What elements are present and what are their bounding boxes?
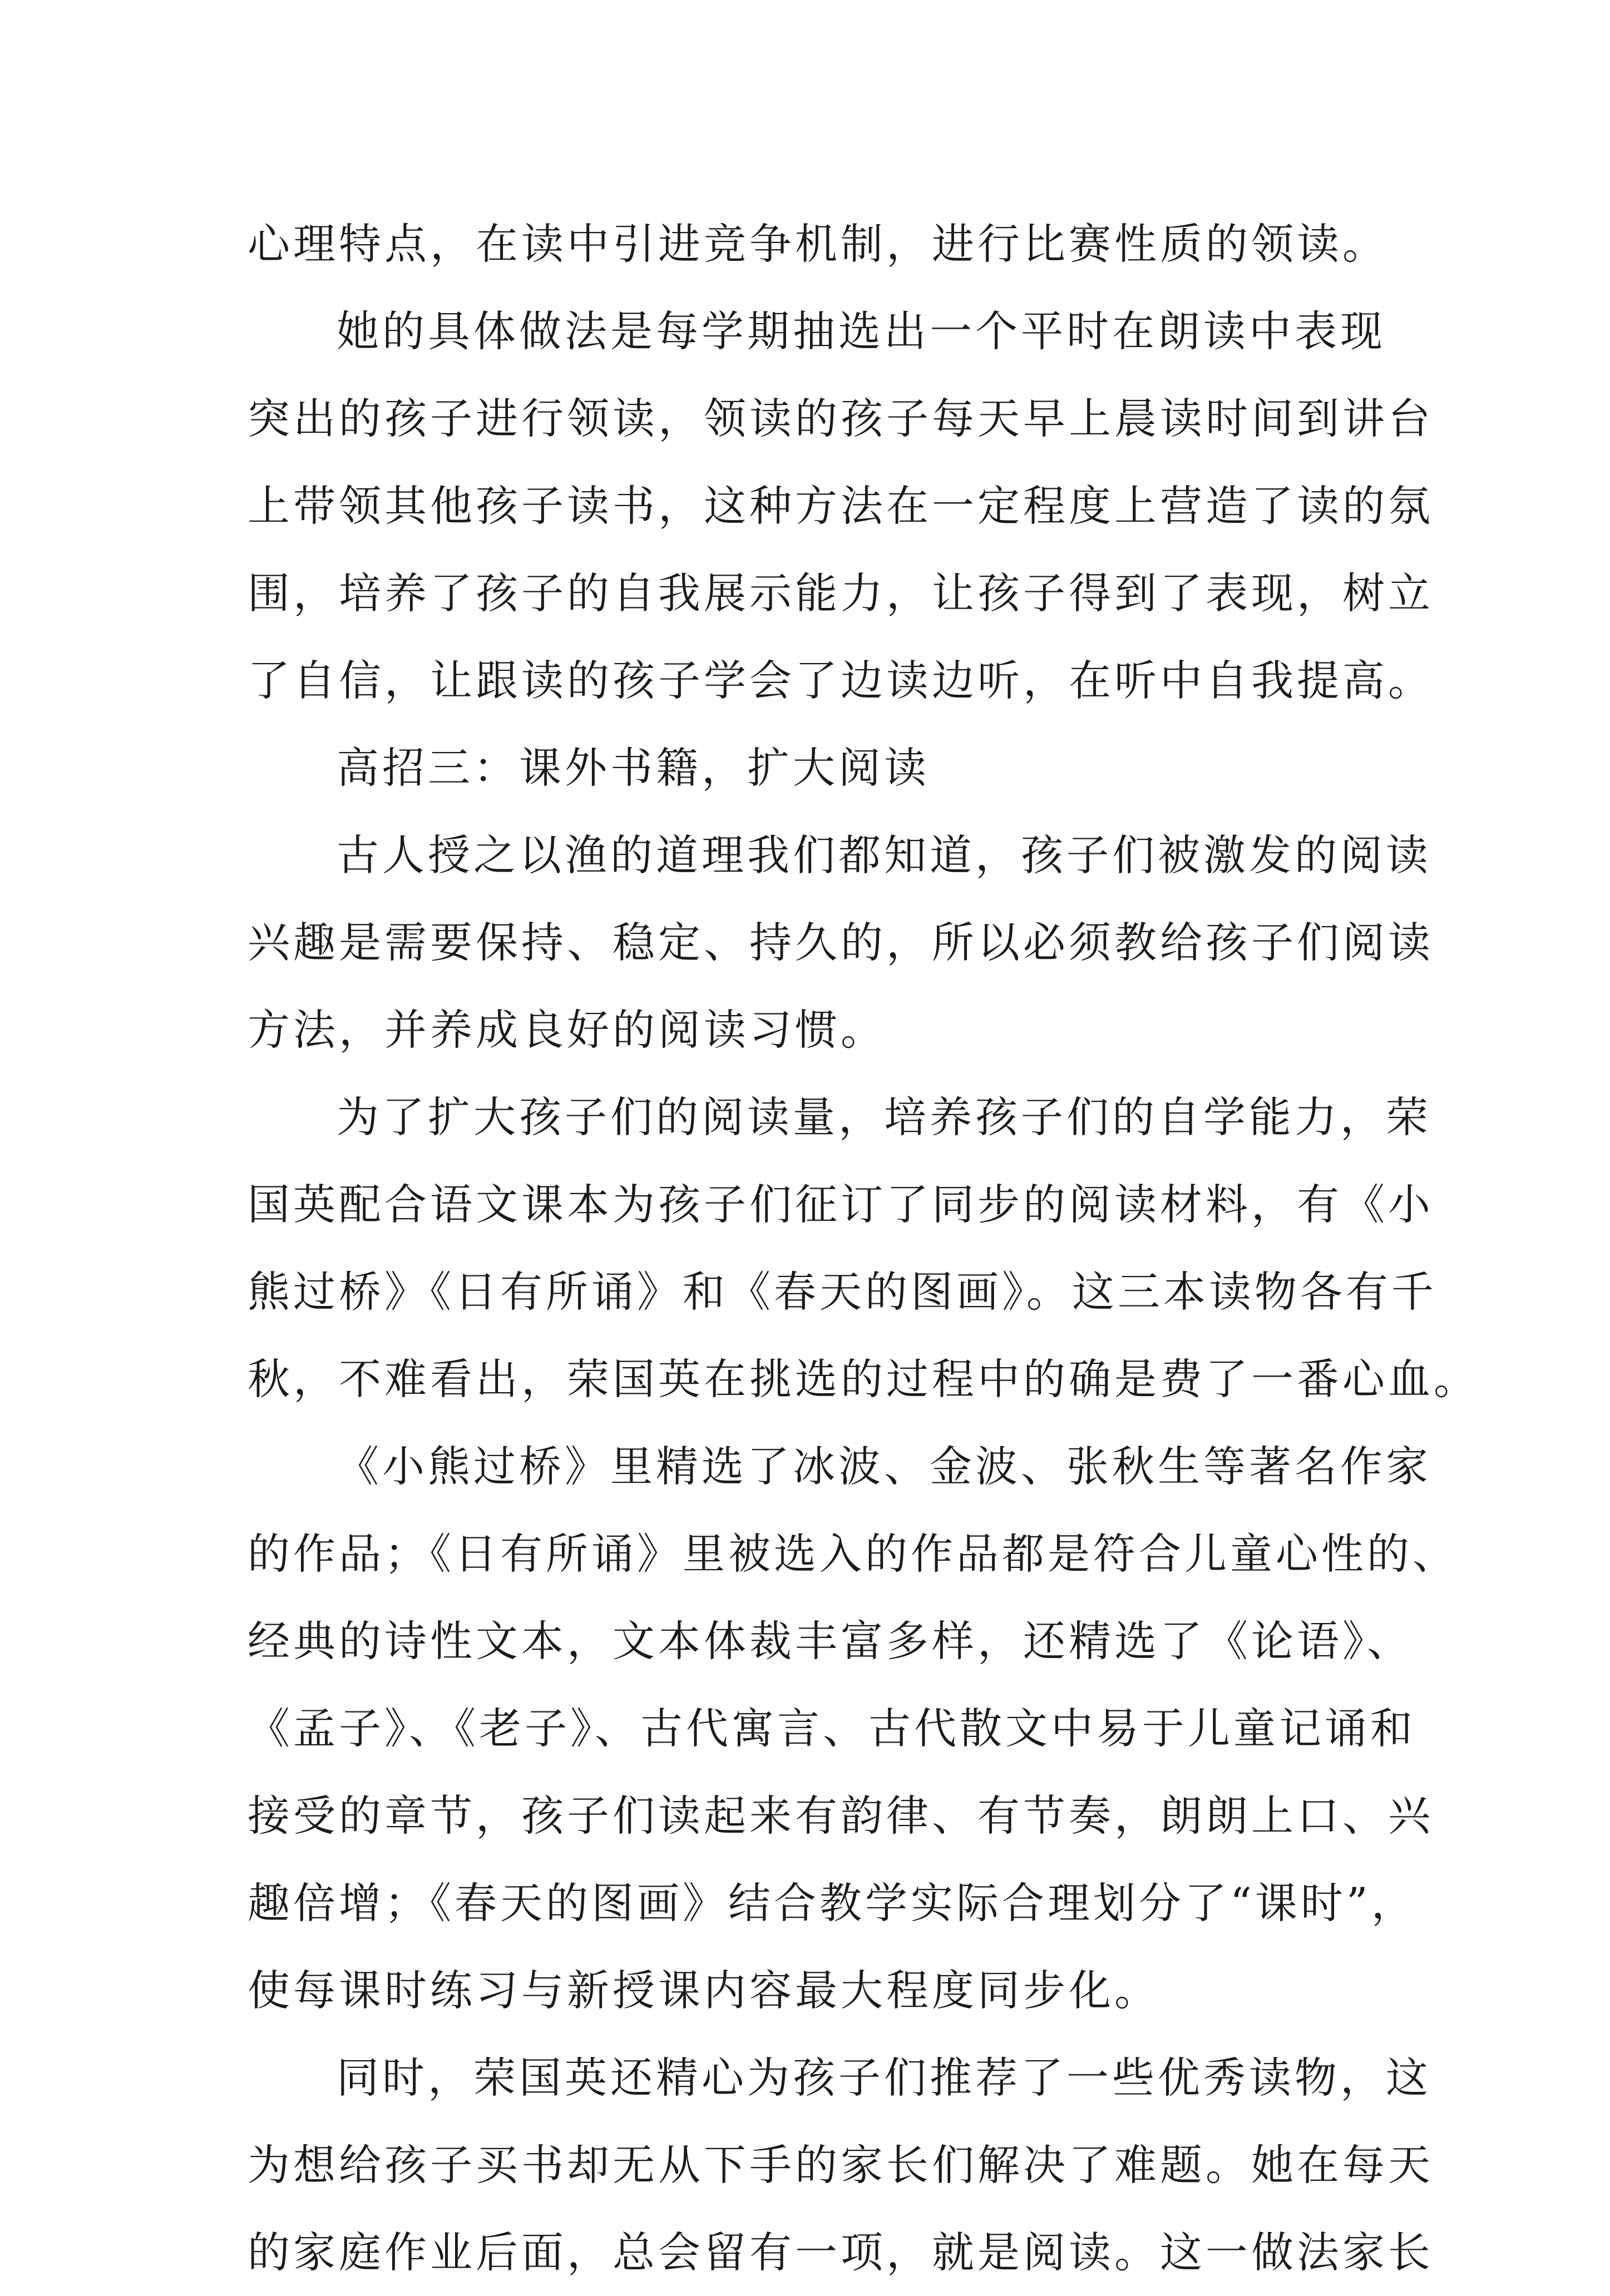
text-line-17: 经典的诗性文本，文本体裁丰富多样，还精选了《论语》、 (248, 1616, 1413, 1666)
text-line-15: 《小熊过桥》里精选了冰波、金波、张秋生等著名作家 (337, 1442, 1431, 1491)
text-line-2: 她的具体做法是每学期抽选出一个平时在朗读中表现 (337, 306, 1386, 356)
text-line-22: 同时，荣国英还精心为孩子们推荐了一些优秀读物，这 (337, 2053, 1431, 2102)
text-line-3: 突出的孩子进行领读，领读的孩子每天早上晨读时间到讲台 (248, 394, 1434, 443)
text-line-16: 的作品；《日有所诵》里被选入的作品都是符合儿童心性的、 (248, 1529, 1458, 1578)
text-line-11: 为了扩大孩子们的阅读量，培养孩子们的自学能力，荣 (337, 1092, 1431, 1142)
text-line-12: 国英配合语文课本为孩子们征订了同步的阅读材料，有《小 (248, 1180, 1434, 1229)
text-line-20: 趣倍增；《春天的图画》结合教学实际合理划分了“课时”， (248, 1878, 1417, 1928)
text-line-19: 接受的章节，孩子们读起来有韵律、有节奏，朗朗上口、兴 (248, 1791, 1434, 1840)
text-line-23: 为想给孩子买书却无从下手的家长们解决了难题。她在每天 (248, 2140, 1434, 2190)
text-line-4: 上带领其他孩子读书，这种方法在一定程度上营造了读的氛 (248, 481, 1434, 531)
text-line-10: 方法，并养成良好的阅读习惯。 (248, 1005, 886, 1055)
text-line-6: 了自信，让跟读的孩子学会了边读边听，在听中自我提高。 (248, 656, 1434, 705)
text-line-1: 心理特点，在读中引进竞争机制，进行比赛性质的领读。 (248, 219, 1388, 269)
body-text (248, 200, 1479, 2296)
text-line-18: 《孟子》、《老子》、古代寓言、古代散文中易于儿童记诵和 (248, 1704, 1416, 1753)
text-line-14: 秋，不难看出，荣国英在挑选的过程中的确是费了一番心血。 (248, 1354, 1479, 1404)
text-line-8: 古人授之以渔的道理我们都知道，孩子们被激发的阅读 (337, 830, 1431, 880)
text-line-21: 使每课时练习与新授课内容最大程度同步化。 (248, 1966, 1160, 2015)
text-line-13: 熊过桥》《日有所诵》和《春天的图画》。这三本读物各有千 (248, 1267, 1437, 1317)
text-line-24: 的家庭作业后面，总会留有一项，就是阅读。这一做法家长 (248, 2228, 1434, 2277)
text-line-5: 围，培养了孩子的自我展示能力，让孩子得到了表现，树立 (248, 568, 1434, 618)
section-heading: 高招三：课外书籍，扩大阅读 (337, 743, 930, 793)
text-line-9: 兴趣是需要保持、稳定、持久的，所以必须教给孩子们阅读 (248, 918, 1434, 967)
